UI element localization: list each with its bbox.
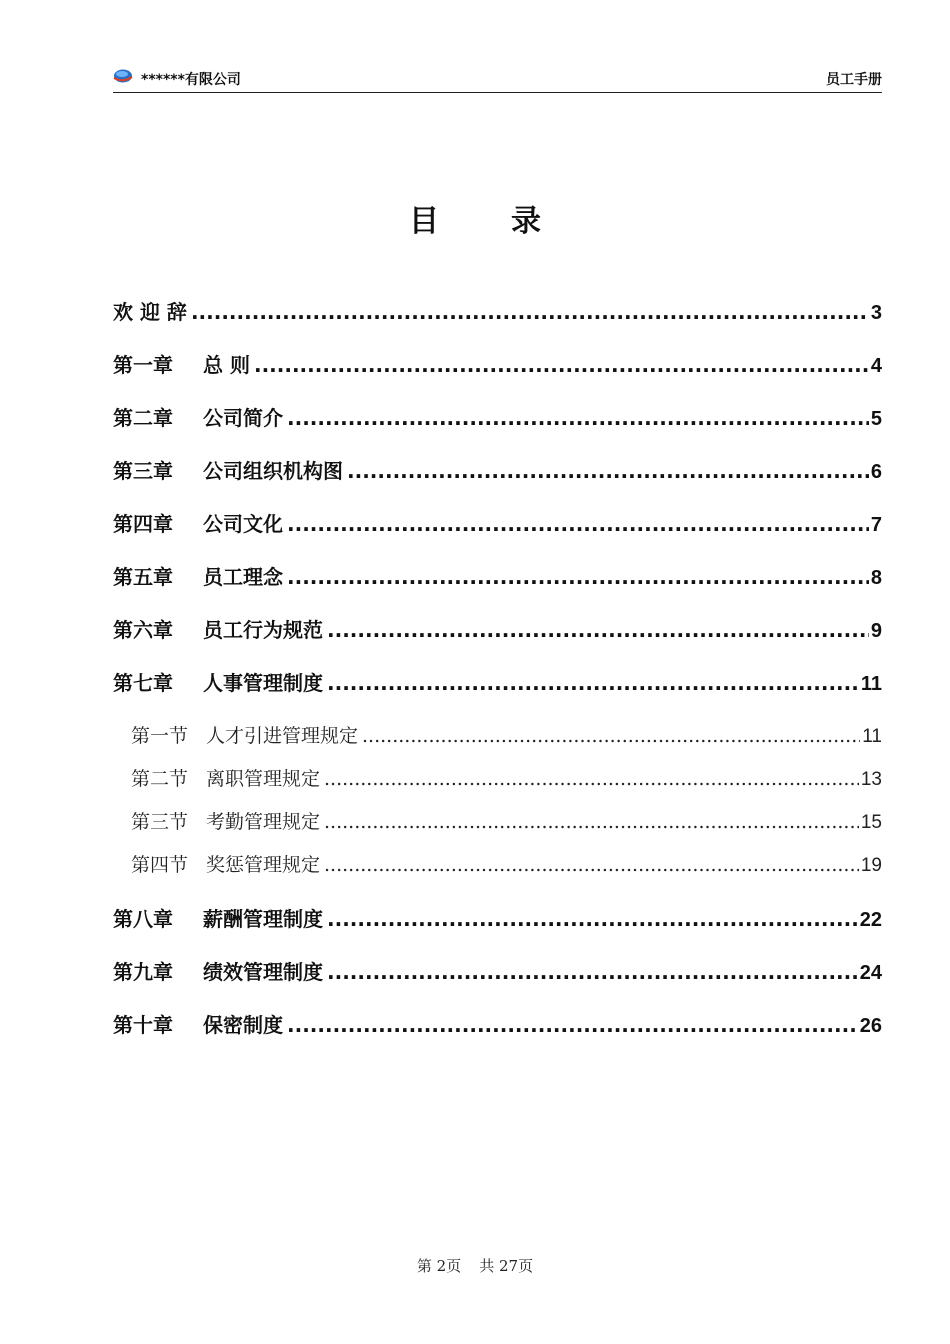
toc-leader-dots xyxy=(324,854,859,876)
toc-entry-number: 第六章 xyxy=(113,618,173,642)
toc-entry-number: 第七章 xyxy=(113,671,173,695)
toc-entry-title: 绩效管理制度 xyxy=(203,960,323,984)
toc-entry-number: 第一节 xyxy=(131,725,189,747)
toc-entry-page: 15 xyxy=(860,812,882,833)
toc-leader-dots xyxy=(327,960,858,984)
toc-entry[interactable] xyxy=(113,903,882,932)
page-number: 第 2页 xyxy=(416,1257,462,1275)
document-name: 员工手册 xyxy=(826,72,882,88)
toc-entry[interactable] xyxy=(113,1009,882,1038)
toc-entry[interactable] xyxy=(113,807,882,834)
toc-entry-number: 第四节 xyxy=(131,854,189,876)
toc-entry-page: 26 xyxy=(859,1015,882,1037)
toc-entry-title: 公司文化 xyxy=(203,512,283,536)
toc-entry-page: 9 xyxy=(870,620,882,642)
toc-entry-page: 22 xyxy=(859,909,882,931)
toc-entry-number: 第三章 xyxy=(113,459,173,483)
toc-leader-dots xyxy=(287,1013,858,1037)
toc-entry-page: 8 xyxy=(870,567,882,589)
toc-title: 目录 xyxy=(409,204,613,239)
toc-leader-dots xyxy=(327,671,859,695)
toc-entry-page: 5 xyxy=(870,408,882,430)
toc-entry-title: 欢 迎 辞 xyxy=(113,300,187,324)
toc-entry[interactable] xyxy=(113,508,882,537)
toc-entry-title: 总 则 xyxy=(203,353,250,377)
toc-leader-dots xyxy=(287,512,869,536)
toc-leader-dots xyxy=(327,618,869,642)
toc-entry-page: 4 xyxy=(870,355,882,377)
toc-entry[interactable] xyxy=(113,956,882,985)
toc-entry-title: 公司组织机构图 xyxy=(203,459,343,483)
toc-entry[interactable] xyxy=(113,455,882,484)
toc-entry-number: 第三节 xyxy=(131,811,189,833)
toc-entry-number: 第四章 xyxy=(113,512,173,536)
toc-entry-title: 员工行为规范 xyxy=(203,618,323,642)
toc-leader-dots xyxy=(362,725,860,747)
toc-entry-number: 第五章 xyxy=(113,565,173,589)
table-of-contents xyxy=(113,0,882,1344)
toc-entry-title: 保密制度 xyxy=(203,1013,283,1037)
toc-entry-title: 薪酬管理制度 xyxy=(203,907,323,931)
toc-leader-dots xyxy=(254,353,869,377)
toc-entry-number: 第八章 xyxy=(113,907,173,931)
toc-entry[interactable] xyxy=(113,721,882,748)
toc-entry-title: 人才引进管理规定 xyxy=(206,725,359,747)
toc-leader-dots xyxy=(324,811,859,833)
toc-entry-title: 公司简介 xyxy=(203,406,283,430)
page-total: 共 27页 xyxy=(479,1257,534,1275)
toc-entry-title: 人事管理制度 xyxy=(203,671,323,695)
toc-entry-page: 13 xyxy=(860,769,882,790)
toc-entry-number: 第二节 xyxy=(131,768,189,790)
toc-entry-title: 离职管理规定 xyxy=(206,768,321,790)
toc-leader-dots xyxy=(327,907,858,931)
toc-entry-page: 7 xyxy=(870,514,882,536)
toc-entry[interactable] xyxy=(113,561,882,590)
toc-entry-title: 员工理念 xyxy=(203,565,283,589)
toc-entry[interactable] xyxy=(113,850,882,877)
toc-entry-number: 第九章 xyxy=(113,960,173,984)
toc-entry-title: 考勤管理规定 xyxy=(206,811,321,833)
toc-entry-page: 24 xyxy=(859,962,882,984)
toc-entry-page: 6 xyxy=(870,461,882,483)
toc-entry-page: 3 xyxy=(870,302,882,324)
toc-entry[interactable] xyxy=(113,614,882,643)
toc-entry-page: 11 xyxy=(862,726,882,747)
toc-leader-dots xyxy=(287,565,869,589)
toc-leader-dots xyxy=(347,459,869,483)
toc-entry-title: 奖惩管理规定 xyxy=(206,854,321,876)
toc-entry[interactable] xyxy=(113,667,882,696)
toc-entry[interactable] xyxy=(113,296,882,325)
toc-leader-dots xyxy=(287,406,869,430)
toc-entry-page: 19 xyxy=(860,855,882,876)
toc-entry-number: 第一章 xyxy=(113,353,173,377)
toc-entry[interactable] xyxy=(113,349,882,378)
toc-entry-page: 11 xyxy=(860,673,882,695)
toc-leader-dots xyxy=(324,768,859,790)
company-name: ******有限公司 xyxy=(141,72,241,88)
toc-entry[interactable] xyxy=(113,402,882,431)
toc-entry[interactable] xyxy=(113,764,882,791)
toc-entry-number: 第二章 xyxy=(113,406,173,430)
page-footer xyxy=(0,1255,950,1276)
toc-leader-dots xyxy=(191,300,869,324)
toc-entry-number: 第十章 xyxy=(113,1013,173,1037)
